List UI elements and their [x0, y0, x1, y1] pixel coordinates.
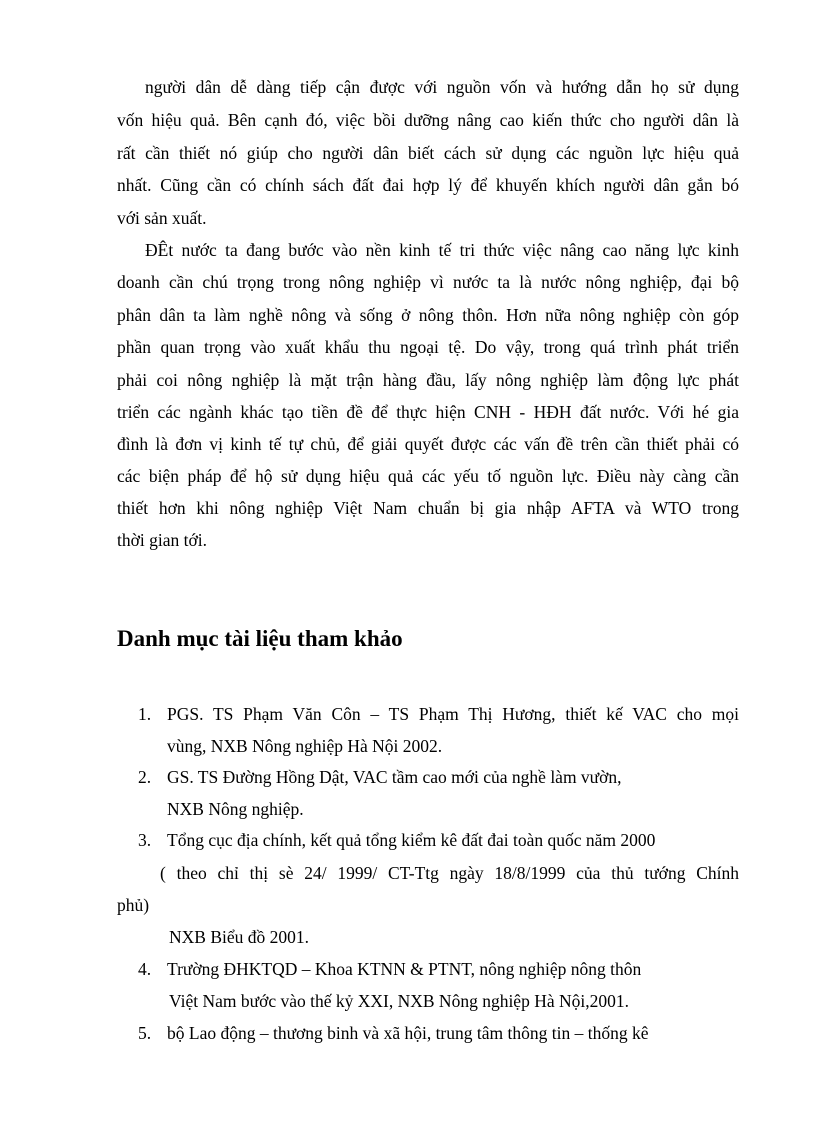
reference-line: phủ) — [117, 895, 150, 915]
reference-number: 4. — [138, 959, 152, 979]
reference-line: NXB Biểu đồ 2001. — [169, 927, 309, 947]
body-line: thời gian tới. — [117, 530, 207, 550]
body-line: đình là đơn vị kinh tế tự chủ, để giải quyết được các vấn đề trên cần thiết phải có — [117, 434, 739, 454]
reference-line: NXB Nông nghiệp. — [167, 799, 304, 819]
reference-line: bộ Lao động – thương binh và xã hội, trung tâm thông tin – thống kê — [167, 1023, 649, 1043]
reference-line: GS. TS Đường Hồng Dật, VAC tầm cao mới của nghề làm vườn, — [167, 767, 622, 787]
references-heading: Danh mục tài liệu tham khảo — [117, 626, 403, 651]
body-line: rất cần thiết nó giúp cho người dân biết cách sử dụng các nguồn lực hiệu quả — [117, 143, 739, 163]
body-line: phần quan trọng vào xuất khẩu thu ngoại tệ. Do vậy, trong quá trình phát triển — [117, 337, 739, 357]
reference-number: 3. — [138, 830, 152, 850]
reference-line: Trường ĐHKTQD – Khoa KTNN & PTNT, nông nghiệp nông thôn — [167, 959, 642, 979]
reference-line: Tổng cục địa chính, kết quả tổng kiểm kê đất đai toàn quốc năm 2000 — [167, 830, 656, 850]
body-line: triển các ngành khác tạo tiền đề để thực hiện CNH - HĐH đất nước. Với hé gia — [117, 402, 739, 422]
reference-line: vùng, NXB Nông nghiệp Hà Nội 2002. — [167, 736, 443, 756]
body-line: người dân dễ dàng tiếp cận được với nguồn vốn và hướng dẫn họ sử dụng — [145, 77, 739, 97]
body-line: nhất. Cũng cần có chính sách đất đai hợp lý để khuyến khích người dân gắn bó — [117, 175, 739, 195]
reference-line: ( theo chỉ thị sè 24/ 1999/ CT-Ttg ngày 18/8/1999 của thủ tướng Chính — [160, 863, 739, 883]
body-line: với sản xuất. — [117, 208, 207, 228]
reference-number: 2. — [138, 767, 152, 787]
body-line: ĐÊt nước ta đang bước vào nền kinh tế tri thức việc nâng cao năng lực kinh — [145, 240, 739, 260]
body-line: doanh cần chú trọng trong nông nghiệp vì nước ta là nước nông nghiệp, đại bộ — [117, 272, 739, 292]
body-line: phân dân ta làm nghề nông và sống ở nông thôn. Hơn nữa nông nghiệp còn góp — [117, 305, 739, 325]
body-line: thiết hơn khi nông nghiệp Việt Nam chuẩn bị gia nhập AFTA và WTO trong — [117, 498, 739, 518]
body-line: các biện pháp để hộ sử dụng hiệu quả các yếu tố nguồn lực. Điều này càng cần — [117, 466, 739, 486]
reference-line: PGS. TS Phạm Văn Côn – TS Phạm Thị Hương, thiết kế VAC cho mọi — [167, 704, 739, 724]
reference-number: 1. — [138, 704, 152, 724]
reference-line: Việt Nam bước vào thế kỷ XXI, NXB Nông nghiệp Hà Nội,2001. — [169, 991, 629, 1011]
reference-number: 5. — [138, 1023, 152, 1043]
body-line: phải coi nông nghiệp là mặt trận hàng đầu, lấy nông nghiệp làm động lực phát — [117, 370, 739, 390]
body-line: vốn hiệu quả. Bên cạnh đó, việc bồi dưỡng nâng cao kiến thức cho người dân là — [117, 110, 739, 130]
